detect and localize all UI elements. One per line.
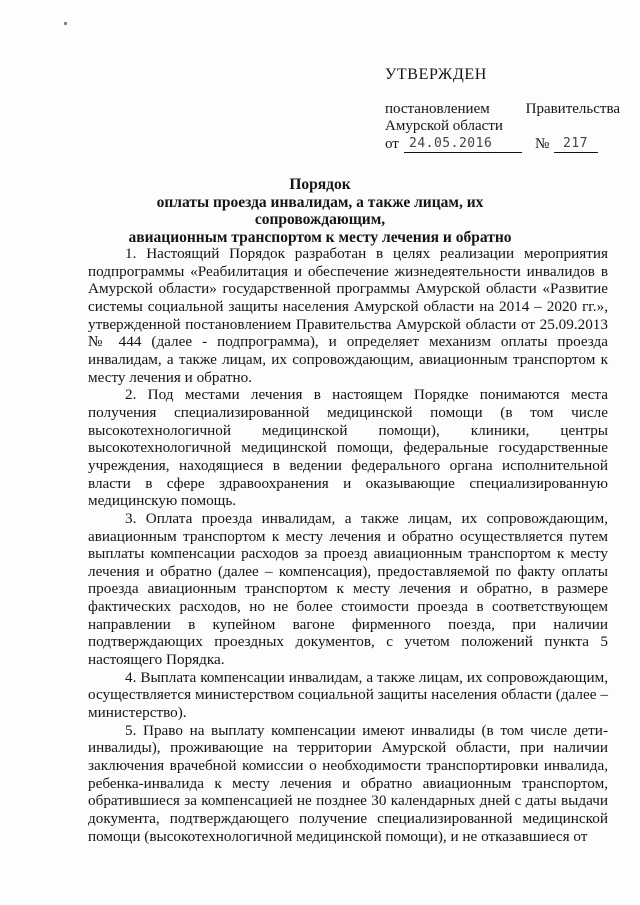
date-prefix: от [385, 135, 399, 152]
title-line-1: Порядок [289, 176, 351, 193]
document-body [88, 245, 608, 845]
number-value: 217 [563, 135, 588, 151]
paragraph-1: 1. Настоящий Порядок разработан в целях реализации мероприятия подпрограммы «Реабилитация и обеспечение жизнедеятельности инвалидов в Амурской области» государственной программы Амурской области «Развитие системы социальной защиты населения Амурской области на 2014 – 2020 гг.», утвержденной постановлением Правительства Амурской области от 25.09.2013 № 444 (далее - подпрограмма), и определяет механизм оплаты проезда инвалидам, а также лицам, их сопровождающим, авиационным транспортом к месту лечения и обратно. [88, 245, 608, 386]
approval-block [385, 66, 620, 156]
paragraph-2: 2. Под местами лечения в настоящем Порядке понимаются места получения специализированной медицинской помощи (в том числе высокотехнологичной медицинской помощи), клиники, центры высокотехнологичной медицинской помощи, федеральные государственные учреждения, находящиеся в ведении федерального органа исполнительной власти в сфере здравоохранения и оказывающие специализированную медицинскую помощь. [88, 386, 608, 510]
number-sign: № [535, 135, 550, 152]
scan-speck [64, 22, 67, 25]
approval-heading: УТВЕРЖДЕН [385, 66, 487, 83]
paragraph-5: 5. Право на выплату компенсации имеют инвалиды (в том числе дети-инвалиды), проживающие на территории Амурской области, при наличии заключения врачебной комиссии о необходимости транспортировки инвалида, ребенка-инвалида к месту лечения и обратно авиационным транспортом, обратившиеся за компенсацией не позднее 30 календарных дней с даты выдачи документа, подтверждающего получение специализированной медицинской помощи (высокотехнологичной медицинской помощи), и не отказавшиеся от [88, 721, 608, 845]
paragraph-4: 4. Выплата компенсации инвалидам, а также лицам, их сопровождающим, осуществляется министерством социальной защиты населения области (далее – министерство). [88, 668, 608, 722]
approval-line-1: постановлением Правительства [385, 100, 620, 117]
title-line-3: авиационным транспортом к месту лечения и обратно [128, 228, 512, 246]
document-title [100, 176, 540, 246]
approval-date-row [385, 136, 620, 156]
approval-line-2: Амурской области [385, 118, 503, 134]
date-value: 24.05.2016 [409, 135, 493, 151]
title-line-2: оплаты проезда инвалидам, а также лицам, их сопровождающим, [156, 193, 484, 228]
paragraph-3: 3. Оплата проезда инвалидам, а также лицам, их сопровождающим, авиационным транспортом к месту лечения и обратно осуществляется путем выплаты компенсации расходов за проезд авиационным транспортом к месту лечения и обратно (далее – компенсация), предоставляемой по факту оплаты проезда авиационным транспортом к месту лечения и обратно, в размере фактических расходов, но не более стоимости проезда в соответствующем направлении в купейном вагоне фирменного поезда, при наличии подтверждающих проездных документов, с учетом положений пункта 5 настоящего Порядка. [88, 509, 608, 669]
